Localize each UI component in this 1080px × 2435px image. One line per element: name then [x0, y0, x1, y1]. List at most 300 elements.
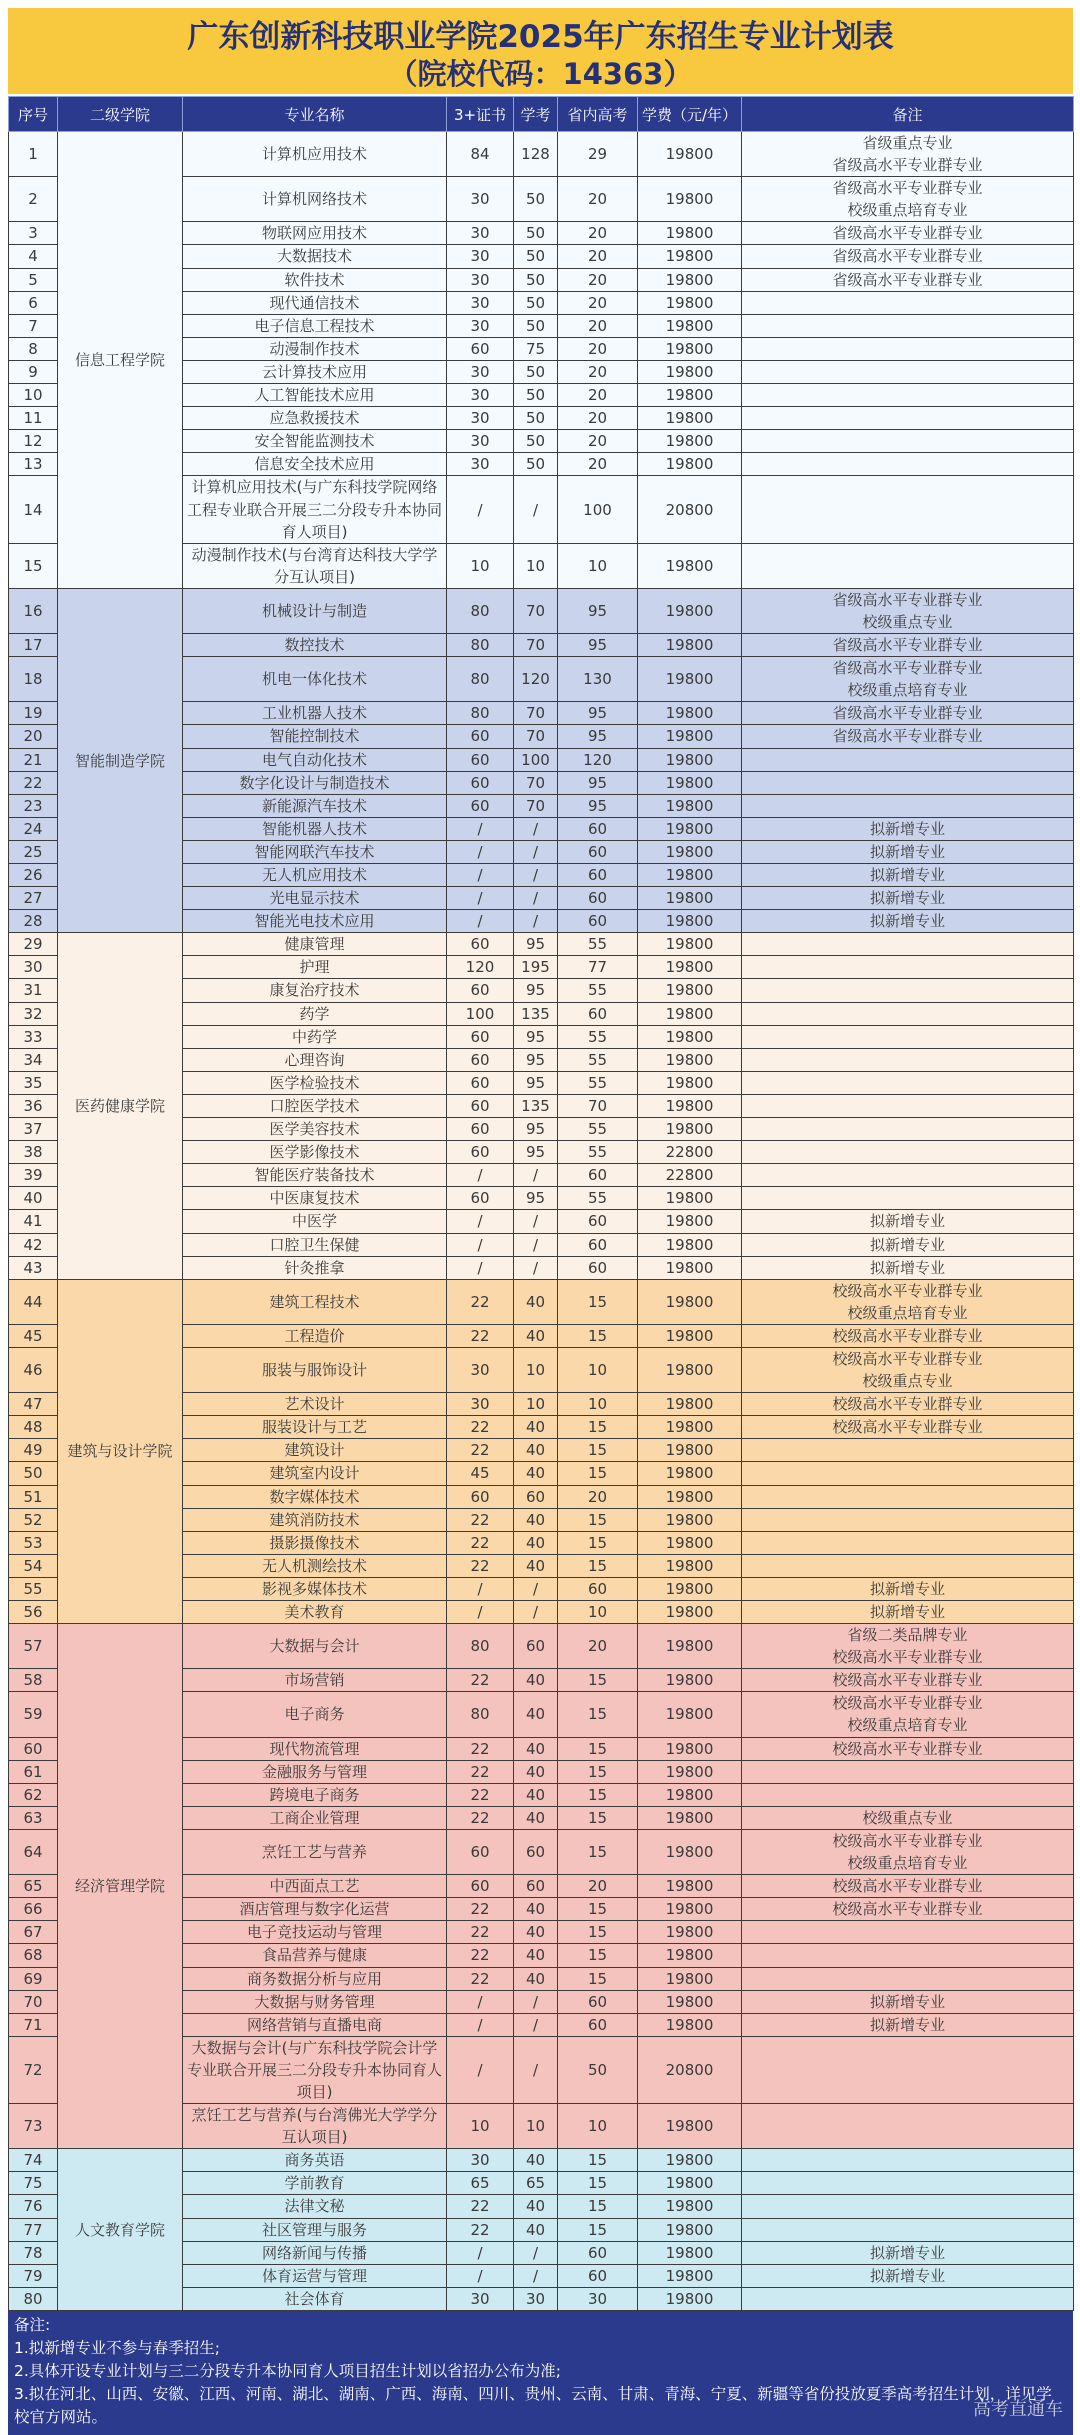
cert-quota: 22: [447, 1783, 514, 1806]
major-name: 大数据与会计(与广东科技学院会计学专业联合开展三二分段专升本协同育人项目): [183, 2036, 447, 2103]
remarks: 校级高水平专业群专业 校级重点培育专业: [742, 1829, 1074, 1874]
cert-quota: 60: [447, 1829, 514, 1874]
xuekao-quota: 128: [514, 132, 558, 177]
cert-quota: 45: [447, 1462, 514, 1485]
tuition-fee: 19800: [638, 407, 742, 430]
gaokao-quota: 55: [558, 1118, 638, 1141]
row-number: 58: [9, 1669, 58, 1692]
cert-quota: 80: [447, 1624, 514, 1669]
watermark: 高考直通车: [973, 2398, 1063, 2420]
remarks: [742, 1783, 1074, 1806]
major-name: 网络营销与直播电商: [183, 2013, 447, 2036]
remarks: [742, 360, 1074, 383]
major-name: 食品营养与健康: [183, 1944, 447, 1967]
cert-quota: /: [447, 910, 514, 933]
tuition-fee: 19800: [638, 817, 742, 840]
xuekao-quota: 135: [514, 1002, 558, 1025]
cert-quota: 60: [447, 933, 514, 956]
cert-quota: 22: [447, 2218, 514, 2241]
remarks: 拟新增专业: [742, 864, 1074, 887]
tuition-fee: 19800: [638, 887, 742, 910]
tuition-fee: 19800: [638, 1806, 742, 1829]
cert-quota: 100: [447, 1002, 514, 1025]
tuition-fee: 19800: [638, 291, 742, 314]
row-number: 60: [9, 1737, 58, 1760]
xuekao-quota: 40: [514, 1439, 558, 1462]
major-name: 建筑消防技术: [183, 1508, 447, 1531]
xuekao-quota: /: [514, 1164, 558, 1187]
cert-quota: 30: [447, 1393, 514, 1416]
major-name: 中药学: [183, 1025, 447, 1048]
major-name: 美术教育: [183, 1601, 447, 1624]
row-number: 28: [9, 910, 58, 933]
row-number: 33: [9, 1025, 58, 1048]
xuekao-quota: 40: [514, 1508, 558, 1531]
remarks: 省级高水平专业群专业: [742, 725, 1074, 748]
tuition-fee: 19800: [638, 314, 742, 337]
row-number: 34: [9, 1048, 58, 1071]
college-name: 建筑与设计学院: [58, 1279, 183, 1623]
cert-quota: /: [447, 2036, 514, 2103]
remarks: 校级高水平专业群专业: [742, 1324, 1074, 1347]
remarks: [742, 794, 1074, 817]
cert-quota: 80: [447, 588, 514, 633]
tuition-fee: 19800: [638, 2149, 742, 2172]
tuition-fee: 19800: [638, 933, 742, 956]
remarks: [742, 1485, 1074, 1508]
major-name: 工商企业管理: [183, 1806, 447, 1829]
remarks: [742, 748, 1074, 771]
table-row: [9, 1279, 1074, 1324]
tuition-fee: 19800: [638, 1187, 742, 1210]
gaokao-quota: 77: [558, 956, 638, 979]
tuition-fee: 19800: [638, 430, 742, 453]
tuition-fee: 19800: [638, 1118, 742, 1141]
xuekao-quota: 40: [514, 2218, 558, 2241]
gaokao-quota: 20: [558, 1624, 638, 1669]
tuition-fee: 19800: [638, 979, 742, 1002]
remarks: [742, 1439, 1074, 1462]
remarks: 省级二类品牌专业 校级高水平专业群专业: [742, 1624, 1074, 1669]
remarks: [742, 407, 1074, 430]
tuition-fee: 19800: [638, 2241, 742, 2264]
tuition-fee: 19800: [638, 702, 742, 725]
cert-quota: 60: [447, 1118, 514, 1141]
header-major: 专业名称: [183, 97, 447, 132]
tuition-fee: 19800: [638, 132, 742, 177]
tuition-fee: 19800: [638, 543, 742, 588]
xuekao-quota: /: [514, 910, 558, 933]
major-name: 中医康复技术: [183, 1187, 447, 1210]
row-number: 76: [9, 2195, 58, 2218]
remarks: 省级高水平专业群专业: [742, 702, 1074, 725]
gaokao-quota: 50: [558, 2036, 638, 2103]
xuekao-quota: /: [514, 476, 558, 543]
major-name: 药学: [183, 1002, 447, 1025]
row-number: 78: [9, 2241, 58, 2264]
tuition-fee: 19800: [638, 2264, 742, 2287]
major-name: 建筑室内设计: [183, 1462, 447, 1485]
row-number: 59: [9, 1692, 58, 1737]
remarks: 校级高水平专业群专业: [742, 1875, 1074, 1898]
gaokao-quota: 15: [558, 1462, 638, 1485]
cert-quota: /: [447, 864, 514, 887]
row-number: 35: [9, 1071, 58, 1094]
row-number: 52: [9, 1508, 58, 1531]
cert-quota: /: [447, 1990, 514, 2013]
tuition-fee: 19800: [638, 2218, 742, 2241]
row-number: 73: [9, 2104, 58, 2149]
tuition-fee: 19800: [638, 1829, 742, 1874]
xuekao-quota: 40: [514, 1669, 558, 1692]
major-name: 口腔卫生保健: [183, 1233, 447, 1256]
gaokao-quota: 15: [558, 1416, 638, 1439]
major-name: 市场营销: [183, 1669, 447, 1692]
tuition-fee: 19800: [638, 1002, 742, 1025]
row-number: 8: [9, 337, 58, 360]
cert-quota: 30: [447, 384, 514, 407]
remarks: 拟新增专业: [742, 1256, 1074, 1279]
table-body: [9, 132, 1074, 2311]
tuition-fee: 19800: [638, 2104, 742, 2149]
gaokao-quota: 55: [558, 1025, 638, 1048]
remarks: [742, 1944, 1074, 1967]
tuition-fee: 19800: [638, 245, 742, 268]
tuition-fee: 19800: [638, 1439, 742, 1462]
remarks: 拟新增专业: [742, 1990, 1074, 2013]
cert-quota: 30: [447, 407, 514, 430]
cert-quota: /: [447, 1210, 514, 1233]
major-name: 信息安全技术应用: [183, 453, 447, 476]
gaokao-quota: 30: [558, 2287, 638, 2310]
row-number: 31: [9, 979, 58, 1002]
gaokao-quota: 20: [558, 407, 638, 430]
xuekao-quota: 195: [514, 956, 558, 979]
major-name: 现代通信技术: [183, 291, 447, 314]
major-name: 商务数据分析与应用: [183, 1967, 447, 1990]
row-number: 5: [9, 268, 58, 291]
row-number: 56: [9, 1601, 58, 1624]
remarks: 省级高水平专业群专业: [742, 634, 1074, 657]
remarks: [742, 1760, 1074, 1783]
row-number: 66: [9, 1898, 58, 1921]
tuition-fee: 19800: [638, 725, 742, 748]
table-row: [9, 2149, 1074, 2172]
row-number: 7: [9, 314, 58, 337]
major-name: 电子信息工程技术: [183, 314, 447, 337]
major-name: 烹饪工艺与营养(与台湾佛光大学学分互认项目): [183, 2104, 447, 2149]
tuition-fee: 19800: [638, 1071, 742, 1094]
gaokao-quota: 20: [558, 430, 638, 453]
tuition-fee: 19800: [638, 1393, 742, 1416]
tuition-fee: 19800: [638, 222, 742, 245]
row-number: 18: [9, 657, 58, 702]
tuition-fee: 19800: [638, 1233, 742, 1256]
row-number: 48: [9, 1416, 58, 1439]
remarks: 省级高水平专业群专业: [742, 268, 1074, 291]
major-name: 跨境电子商务: [183, 1783, 447, 1806]
xuekao-quota: 100: [514, 748, 558, 771]
major-name: 影视多媒体技术: [183, 1577, 447, 1600]
remarks: [742, 1554, 1074, 1577]
college-name: 经济管理学院: [58, 1624, 183, 2149]
row-number: 46: [9, 1347, 58, 1392]
xuekao-quota: 50: [514, 268, 558, 291]
major-name: 建筑设计: [183, 1439, 447, 1462]
row-number: 22: [9, 771, 58, 794]
gaokao-quota: 15: [558, 1760, 638, 1783]
xuekao-quota: /: [514, 2264, 558, 2287]
xuekao-quota: 95: [514, 933, 558, 956]
major-name: 心理咨询: [183, 1048, 447, 1071]
major-name: 商务英语: [183, 2149, 447, 2172]
tuition-fee: 19800: [638, 910, 742, 933]
xuekao-quota: 50: [514, 407, 558, 430]
row-number: 21: [9, 748, 58, 771]
major-name: 口腔医学技术: [183, 1094, 447, 1117]
row-number: 79: [9, 2264, 58, 2287]
xuekao-quota: 40: [514, 1554, 558, 1577]
tuition-fee: 19800: [638, 2013, 742, 2036]
table-row: [9, 1624, 1074, 1669]
major-name: 摄影摄像技术: [183, 1531, 447, 1554]
row-number: 24: [9, 817, 58, 840]
xuekao-quota: 70: [514, 771, 558, 794]
gaokao-quota: 15: [558, 1554, 638, 1577]
cert-quota: 22: [447, 1439, 514, 1462]
row-number: 40: [9, 1187, 58, 1210]
row-number: 67: [9, 1921, 58, 1944]
major-name: 智能控制技术: [183, 725, 447, 748]
xuekao-quota: 50: [514, 384, 558, 407]
xuekao-quota: 95: [514, 1071, 558, 1094]
row-number: 36: [9, 1094, 58, 1117]
row-number: 61: [9, 1760, 58, 1783]
tuition-fee: 19800: [638, 1577, 742, 1600]
gaokao-quota: 20: [558, 291, 638, 314]
tuition-fee: 20800: [638, 2036, 742, 2103]
tuition-fee: 19800: [638, 1210, 742, 1233]
gaokao-quota: 120: [558, 748, 638, 771]
college-name: 智能制造学院: [58, 588, 183, 932]
cert-quota: /: [447, 1233, 514, 1256]
tuition-fee: 19800: [638, 177, 742, 222]
row-number: 45: [9, 1324, 58, 1347]
row-number: 23: [9, 794, 58, 817]
cert-quota: 60: [447, 1141, 514, 1164]
header-college: 二级学院: [58, 97, 183, 132]
remarks: 校级高水平专业群专业: [742, 1669, 1074, 1692]
remarks: [742, 2149, 1074, 2172]
major-name: 中西面点工艺: [183, 1875, 447, 1898]
row-number: 64: [9, 1829, 58, 1874]
xuekao-quota: 40: [514, 1416, 558, 1439]
remarks: [742, 1462, 1074, 1485]
tuition-fee: 19800: [638, 588, 742, 633]
gaokao-quota: 60: [558, 840, 638, 863]
gaokao-quota: 15: [558, 1944, 638, 1967]
remarks: [742, 1508, 1074, 1531]
note-item: 1.拟新增专业不参与春季招生;: [14, 2338, 221, 2357]
remarks: 拟新增专业: [742, 2013, 1074, 2036]
remarks: 拟新增专业: [742, 1577, 1074, 1600]
remarks: 拟新增专业: [742, 1210, 1074, 1233]
gaokao-quota: 15: [558, 1692, 638, 1737]
row-number: 25: [9, 840, 58, 863]
gaokao-quota: 55: [558, 933, 638, 956]
xuekao-quota: 70: [514, 702, 558, 725]
cert-quota: 60: [447, 979, 514, 1002]
gaokao-quota: 60: [558, 1164, 638, 1187]
enrollment-table: [8, 96, 1074, 2311]
tuition-fee: 19800: [638, 864, 742, 887]
tuition-fee: 19800: [638, 794, 742, 817]
row-number: 74: [9, 2149, 58, 2172]
xuekao-quota: 10: [514, 2104, 558, 2149]
remarks: [742, 1967, 1074, 1990]
cert-quota: 22: [447, 1921, 514, 1944]
major-name: 现代物流管理: [183, 1737, 447, 1760]
gaokao-quota: 15: [558, 1669, 638, 1692]
gaokao-quota: 60: [558, 1256, 638, 1279]
tuition-fee: 19800: [638, 1324, 742, 1347]
xuekao-quota: 75: [514, 337, 558, 360]
major-name: 计算机应用技术(与广东科技学院网络工程专业联合开展三二分段专升本协同育人项目): [183, 476, 447, 543]
gaokao-quota: 15: [558, 1324, 638, 1347]
cert-quota: 22: [447, 1416, 514, 1439]
xuekao-quota: 120: [514, 657, 558, 702]
gaokao-quota: 95: [558, 794, 638, 817]
gaokao-quota: 20: [558, 384, 638, 407]
remarks: [742, 2172, 1074, 2195]
remarks: 拟新增专业: [742, 840, 1074, 863]
major-name: 计算机应用技术: [183, 132, 447, 177]
remarks: [742, 430, 1074, 453]
header-fee: 学费（元/年）: [638, 97, 742, 132]
gaokao-quota: 95: [558, 634, 638, 657]
cert-quota: 65: [447, 2172, 514, 2195]
xuekao-quota: 60: [514, 1829, 558, 1874]
gaokao-quota: 95: [558, 702, 638, 725]
row-number: 32: [9, 1002, 58, 1025]
gaokao-quota: 15: [558, 1531, 638, 1554]
gaokao-quota: 95: [558, 725, 638, 748]
note-item: 2.具体开设专业计划与三二分段专升本协同育人项目招生计划以省招办公布为准;: [14, 2361, 562, 2380]
tuition-fee: 19800: [638, 1669, 742, 1692]
major-name: 工程造价: [183, 1324, 447, 1347]
major-name: 动漫制作技术(与台湾育达科技大学学分互认项目): [183, 543, 447, 588]
row-number: 9: [9, 360, 58, 383]
cert-quota: /: [447, 817, 514, 840]
row-number: 3: [9, 222, 58, 245]
row-number: 15: [9, 543, 58, 588]
major-name: 体育运营与管理: [183, 2264, 447, 2287]
xuekao-quota: 70: [514, 725, 558, 748]
gaokao-quota: 60: [558, 1002, 638, 1025]
xuekao-quota: 65: [514, 2172, 558, 2195]
college-name: 医药健康学院: [58, 933, 183, 1279]
remarks: 拟新增专业: [742, 910, 1074, 933]
tuition-fee: 22800: [638, 1164, 742, 1187]
gaokao-quota: 20: [558, 1875, 638, 1898]
cert-quota: 60: [447, 725, 514, 748]
tuition-fee: 19800: [638, 384, 742, 407]
cert-quota: 30: [447, 2149, 514, 2172]
major-name: 人工智能技术应用: [183, 384, 447, 407]
remarks: 校级高水平专业群专业 校级重点培育专业: [742, 1692, 1074, 1737]
gaokao-quota: 15: [558, 1279, 638, 1324]
gaokao-quota: 20: [558, 245, 638, 268]
remarks: [742, 453, 1074, 476]
xuekao-quota: 50: [514, 453, 558, 476]
notes-heading: 备注:: [14, 2315, 51, 2334]
remarks: 省级高水平专业群专业: [742, 245, 1074, 268]
row-number: 27: [9, 887, 58, 910]
xuekao-quota: 50: [514, 291, 558, 314]
xuekao-quota: /: [514, 2013, 558, 2036]
table-row: [9, 132, 1074, 177]
remarks: [742, 1094, 1074, 1117]
tuition-fee: 19800: [638, 956, 742, 979]
remarks: 校级重点专业: [742, 1806, 1074, 1829]
major-name: 智能机器人技术: [183, 817, 447, 840]
major-name: 数控技术: [183, 634, 447, 657]
gaokao-quota: 20: [558, 222, 638, 245]
xuekao-quota: 10: [514, 1347, 558, 1392]
cert-quota: 22: [447, 1531, 514, 1554]
page-title: 广东创新科技职业学院2025年广东招生专业计划表: [187, 19, 894, 55]
xuekao-quota: 60: [514, 1485, 558, 1508]
tuition-fee: 19800: [638, 1624, 742, 1669]
major-name: 大数据与财务管理: [183, 1990, 447, 2013]
xuekao-quota: 70: [514, 588, 558, 633]
gaokao-quota: 100: [558, 476, 638, 543]
tuition-fee: 19800: [638, 1094, 742, 1117]
cert-quota: 30: [447, 177, 514, 222]
cert-quota: 30: [447, 222, 514, 245]
gaokao-quota: 10: [558, 1347, 638, 1392]
major-name: 智能光电技术应用: [183, 910, 447, 933]
remarks: [742, 956, 1074, 979]
row-number: 30: [9, 956, 58, 979]
cert-quota: 120: [447, 956, 514, 979]
cert-quota: 30: [447, 245, 514, 268]
remarks: [742, 1141, 1074, 1164]
major-name: 社会体育: [183, 2287, 447, 2310]
xuekao-quota: 30: [514, 2287, 558, 2310]
xuekao-quota: 10: [514, 1393, 558, 1416]
row-number: 77: [9, 2218, 58, 2241]
remarks: 省级高水平专业群专业: [742, 222, 1074, 245]
row-number: 51: [9, 1485, 58, 1508]
major-name: 智能医疗装备技术: [183, 1164, 447, 1187]
row-number: 71: [9, 2013, 58, 2036]
tuition-fee: 19800: [638, 1601, 742, 1624]
row-number: 54: [9, 1554, 58, 1577]
remarks: 校级高水平专业群专业: [742, 1737, 1074, 1760]
major-name: 医学检验技术: [183, 1071, 447, 1094]
row-number: 47: [9, 1393, 58, 1416]
gaokao-quota: 10: [558, 2104, 638, 2149]
gaokao-quota: 55: [558, 979, 638, 1002]
gaokao-quota: 15: [558, 2172, 638, 2195]
gaokao-quota: 20: [558, 177, 638, 222]
xuekao-quota: 40: [514, 1462, 558, 1485]
header-gaokao: 省内高考: [558, 97, 638, 132]
major-name: 电气自动化技术: [183, 748, 447, 771]
row-number: 13: [9, 453, 58, 476]
major-name: 学前教育: [183, 2172, 447, 2195]
